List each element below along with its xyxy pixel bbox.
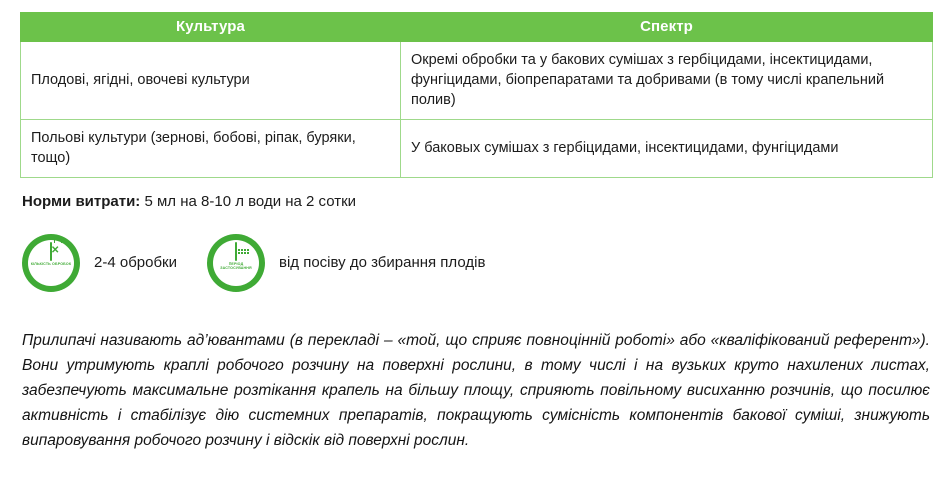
spray-canister-icon: ✕ (50, 244, 52, 260)
badge-caption-treatments: КІЛЬКІСТЬ ОБРОБОК (30, 261, 72, 266)
column-header-culture: Культура (21, 13, 401, 42)
icon-info-row (22, 234, 932, 292)
treatments-count-label: 2-4 обробки (94, 254, 177, 271)
cell-spectrum: У баковых сумішах з гербіцидами, інсектицидами, фунгіцидами (401, 120, 933, 178)
table-row (21, 120, 933, 178)
treatments-count-badge (22, 234, 80, 292)
norms-label: Норми витрати: (22, 193, 141, 210)
application-table (20, 12, 933, 178)
adjuvant-description-paragraph: Прилипачі називають ад’ювантами (в перекладі – «той, що сприяє повноцінній роботі» або «кваліфікований референт»). Вони утримують краплі робочого розчину на поверхні рослини, в тому числі і на вузьких круто нахилених листах, забезпечують максимальне розтікання крапель на більшу площу, сприяють повільному висиханню розчинів, що посилює активність і стабілізує дію системних препаратів, покращують сумісність компонентів бакової суміші, знижують випаровування робочого розчину і відскік від поверхні рослин. (22, 331, 930, 449)
table-row (21, 42, 933, 120)
calendar-icon (235, 244, 237, 260)
badge-inner (213, 240, 259, 286)
consumption-norms (22, 192, 932, 212)
cell-culture: Плодові, ягідні, овочеві культури (21, 42, 401, 120)
column-header-spectrum: Спектр (401, 13, 933, 42)
table-header-row (21, 13, 933, 42)
badge-caption-period: ПЕРІОД ЗАСТОСУВАННЯ (220, 261, 252, 270)
application-period-badge (207, 234, 265, 292)
norms-value: 5 мл на 8-10 л води на 2 сотки (144, 193, 357, 210)
badge-inner (28, 240, 74, 286)
cell-culture: Польові культури (зернові, бобові, ріпак, буряки, тощо) (21, 120, 401, 178)
table-head (21, 13, 933, 42)
application-period-label: від посіву до збирання плодів (279, 254, 486, 271)
table-body (21, 42, 933, 178)
cell-spectrum: Окремі обробки та у бакових сумішах з гербіцидами, інсектицидами, фунгіцидами, біопрепаратами та добривами (в тому числі крапельний полив) (401, 42, 933, 120)
